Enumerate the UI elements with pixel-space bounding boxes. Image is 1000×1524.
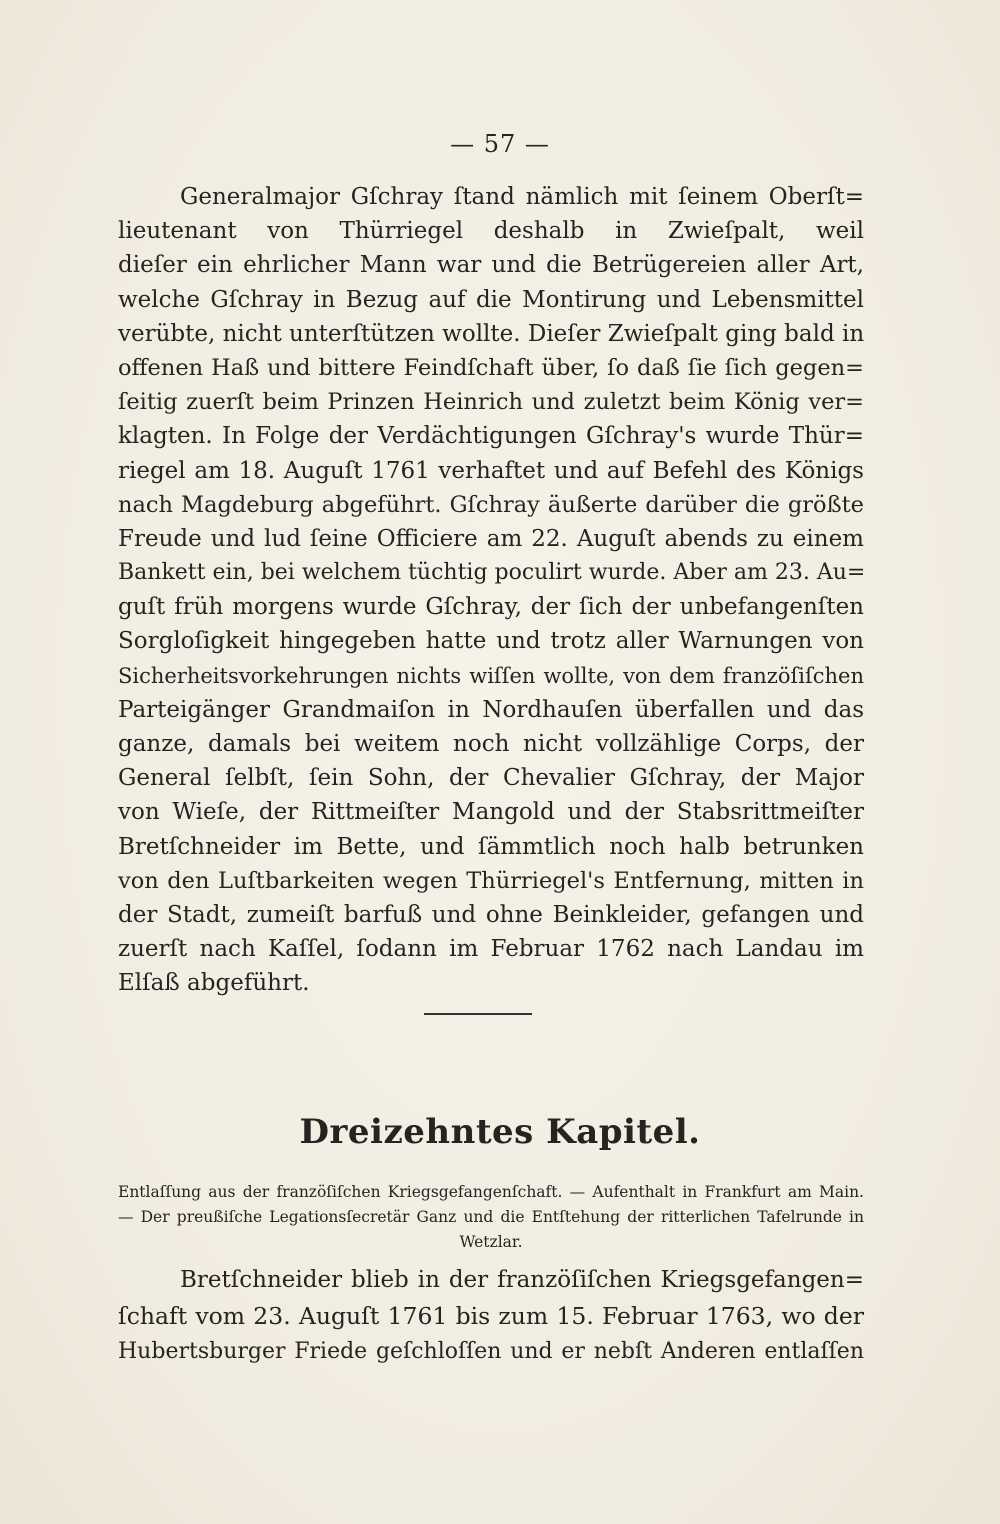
- text-line: Sorgloſigkeit hingegeben hatte und trotz aller Warnungen von: [118, 628, 864, 655]
- text-line: welche Gſchray in Bezug auf die Montirung und Lebensmittel: [118, 286, 864, 313]
- text-line: klagten. In Folge der Verdächtigungen Gſchray's wurde Thür=: [118, 423, 864, 450]
- text-line: zuerſt nach Kaſſel, ſodann im Februar 1762 nach Landau im: [118, 936, 864, 963]
- text-line: von den Luſtbarkeiten wegen Thürriegel's Entfernung, mitten in: [118, 867, 864, 894]
- text-line: riegel am 18. Auguſt 1761 verhaftet und auf Befehl des Königs: [118, 457, 864, 484]
- text-line: nach Magdeburg abgeführt. Gſchray äußerte darüber die größte: [118, 491, 864, 518]
- text-line: ſeitig zuerſt beim Prinzen Heinrich und zuletzt beim König ver=: [118, 389, 864, 416]
- text-line: General ſelbſt, ſein Sohn, der Chevalier Gſchray, der Major: [118, 765, 864, 792]
- text-line: verübte, nicht unterſtützen wollte. Dieſer Zwieſpalt ging bald in: [118, 320, 865, 347]
- text-line: Sicherheitsvorkehrungen nichts wiſſen wollte, von dem franzöſiſchen: [118, 663, 864, 688]
- paragraph-1: [118, 180, 864, 1001]
- text-line: Freude und lud ſeine Officiere am 22. Auguſt abends zu einem: [118, 525, 864, 552]
- summary-line: Entlaſſung aus der franzöſiſchen Kriegsgefangenſchaft. — Aufenthalt in Frankfurt am Main.: [118, 1183, 864, 1201]
- text-line: ganze, damals bei weitem noch nicht vollzählige Corps, der: [118, 731, 864, 757]
- text-line: guſt früh morgens wurde Gſchray, der ſich der unbefangenſten: [118, 594, 864, 621]
- text-line: von Wieſe, der Rittmeiſter Mangold und der Stabsrittmeiſter: [118, 799, 864, 826]
- text-line: Bankett ein, bei welchem tüchtig poculirt wurde. Aber am 23. Au=: [118, 560, 866, 586]
- text-line: Bretſchneider blieb in der franzöſiſchen Kriegsgefangen=: [180, 1267, 864, 1293]
- text-line: der Stadt, zumeiſt barfuß und ohne Beinkleider, gefangen und: [118, 901, 864, 928]
- text-line: Bretſchneider im Bette, und ſämmtlich noch halb betrunken: [118, 833, 864, 860]
- section-divider: [424, 1013, 532, 1015]
- text-line: Parteigänger Grandmaiſon in Nordhauſen überfallen und das: [118, 696, 864, 723]
- summary-line: Wetzlar.: [459, 1233, 523, 1251]
- summary-line: — Der preußiſche Legationsſecretär Ganz und die Entſtehung der ritterlichen Tafelrunde in: [118, 1208, 864, 1226]
- text-line: Elſaß abgeführt.: [118, 970, 310, 997]
- paragraph-2: [118, 1262, 864, 1370]
- page-number: — 57 —: [450, 130, 550, 158]
- text-line: ſchaft vom 23. Auguſt 1761 bis zum 15. Februar 1763, wo der: [118, 1302, 864, 1330]
- text-line: lieutenant von Thürriegel deshalb in Zwieſpalt, weil: [118, 218, 864, 245]
- text-line: Hubertsburger Friede geſchloſſen und er nebſt Anderen entlaſſen: [118, 1339, 864, 1364]
- chapter-summary: [118, 1180, 864, 1255]
- text-line: offenen Haß und bittere Feindſchaft über, ſo daß ſie ſich gegen=: [118, 354, 864, 381]
- text-line: Generalmajor Gſchray ſtand nämlich mit ſeinem Oberſt=: [180, 184, 864, 210]
- text-line: dieſer ein ehrlicher Mann war und die Betrügereien aller Art,: [118, 252, 864, 279]
- chapter-title: Dreizehntes Kapitel.: [299, 1112, 701, 1152]
